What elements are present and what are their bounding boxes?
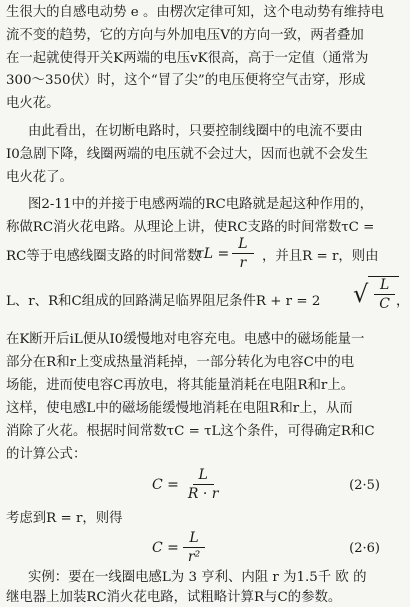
text-line: 由此看出，在切断电路时，只要控制线圈中的电流不要由 (28, 124, 363, 139)
equation-lhs: C = (152, 476, 179, 493)
text-line: 考虑到R = r，则得 (6, 511, 123, 526)
text-line: L、r、R和C组成的回路满足临界阻尼条件R + r = 2 (6, 294, 321, 309)
equation-2-6 (0, 530, 410, 570)
equation-fraction (182, 530, 206, 565)
text-line: 电火花了。 (6, 170, 73, 185)
text-line: 图2-11中的并接于电感两端的RC电路就是起这种作用的， (28, 197, 374, 212)
fraction-numerator: L (374, 277, 395, 295)
fraction-denominator: R · r (187, 486, 219, 502)
equation-fraction (182, 467, 225, 502)
fraction-numerator: L (183, 530, 204, 548)
tau-l-lhs: τL = (196, 245, 230, 262)
text-line: 生很大的自感电动势 e 。由楞次定律可知，这个电动势有维持电 (6, 5, 384, 20)
text-line: 部分在R和r上变成热量消耗掉，一部分转化为电容C中的电 (6, 355, 355, 370)
sqrt-fraction (373, 277, 396, 312)
text-line: 继电器上加装RC消火花电路，试粗略计算R与C的参数。 (6, 590, 342, 605)
fraction-numerator: L (193, 467, 214, 485)
text-line: 在K断开后iL便从I0缓慢地对电容充电。电感中的磁场能量一 (6, 332, 365, 347)
text-line: ，并且R = r，则由 (262, 249, 379, 264)
text-line: RC等于电感线圈支路的时间常数 (6, 249, 201, 264)
equation-lhs: C = (152, 539, 179, 556)
equation-number: (2·6) (349, 541, 380, 556)
text-line: 场能，进而使电容C再放电，将其能量消耗在电阻R和r上。 (6, 378, 355, 393)
tau-l-fraction (232, 236, 253, 271)
tau-l-equation (196, 236, 257, 271)
equation-number: (2·5) (349, 478, 380, 493)
text-line: 称做RC消火花电路。从理论上讲，使RC支路的时间常数τC = (6, 220, 375, 235)
equation-body (152, 530, 209, 565)
text-line: ， (396, 294, 410, 309)
text-line: I0急剧下降，线圈两端的电压就不会过大，因而也就不会发生 (6, 147, 368, 162)
text-line: 的计算公式： (6, 447, 87, 462)
text-line: 这样，使电感L中的磁场能缓慢地消耗在电阻R和r上，从而 (6, 401, 353, 416)
fraction-denominator: C (379, 296, 391, 312)
fraction-denominator: r (239, 255, 247, 271)
equation-2-5 (0, 467, 410, 507)
text-line: 在一起就使得开关K两端的电压vK很高，高于一定值（通常为 (6, 51, 369, 66)
text-line: 消除了火花。根据时间常数τC = τL这个条件，可得确定R和C (6, 424, 375, 439)
fraction-numerator: L (232, 236, 253, 254)
radical-sign: √ (353, 280, 369, 308)
text-line: 实例：要在一线圈电感L为 3 亨利、内阻 r 为1.5千 欧 的 (28, 570, 367, 585)
radicand (368, 276, 399, 312)
equation-body (152, 467, 228, 502)
sqrt-radical (353, 276, 399, 312)
text-line: 300～350伏）时，这个“冒了尖”的电压便将空气击穿，形成 (6, 73, 366, 88)
critical-damping-sqrt (353, 276, 399, 312)
fraction-denominator: r² (187, 549, 201, 565)
text-line: 电火花。 (6, 96, 60, 111)
text-line: 流不变的趋势，它的方向与外加电压V的方向一致，两者叠加 (6, 28, 364, 43)
